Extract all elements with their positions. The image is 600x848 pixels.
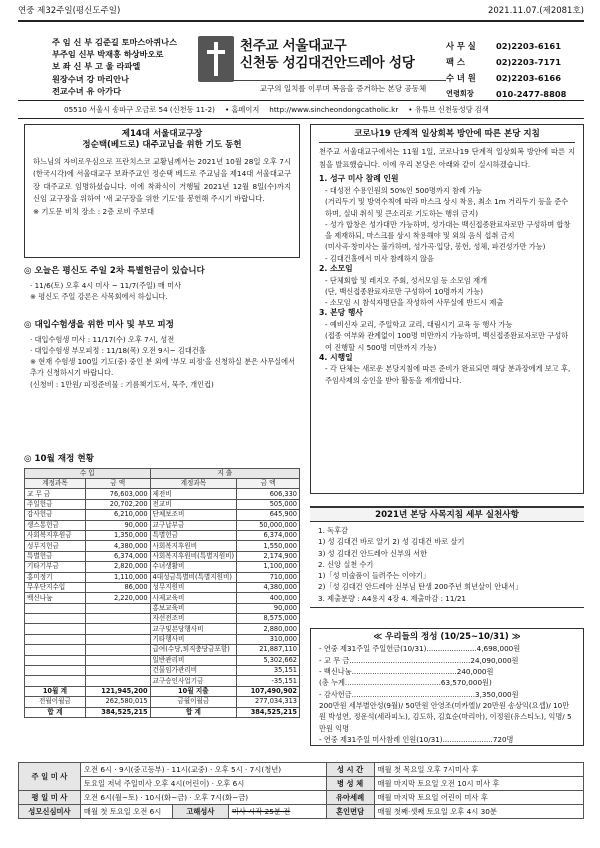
issue-date: 2021.11.07.(제2081호) <box>487 6 584 16</box>
covid-s4-list <box>319 363 575 386</box>
record-item: - 연중 제31주일 미사참례 인원(10/31)......................720명 <box>319 734 514 744</box>
pastoral-line: 3) 성 김대건 안드레아 신부의 서한 <box>318 548 428 558</box>
covid-item: - 각 단체는 새로운 본당지침에 따른 준비가 완료되면 해당 분과장에게 보고 후, 주임사제의 승인을 받아 활동을 재개합니다. <box>325 364 571 385</box>
contact-list <box>446 38 586 102</box>
covid-title: 코로나19 단계적 일상회복 방안에 따른 본당 지침 <box>319 129 575 143</box>
finance-row: 감사헌금 6,210,000 단체보조비 645,900 <box>25 510 300 520</box>
exam-line-1: · 대입수험생 미사 : 11/17(수) 오후 7시, 성전 <box>30 334 175 344</box>
weekday-row <box>19 791 584 805</box>
pastoral-line: 2)「성 김대건 안드레아 신부님 탄생 200주년 희년살이 안내서」 <box>318 582 523 592</box>
prayer-body: 하느님의 자비로우심으로 프란치스코 교황님께서는 2021년 10월 28일 오후 7시(한국시각)에 서울대교구 보좌주교인 정순택 베드로 주교님을 제14대 서울대교구장 대주교로 임명하셨습니다. 이에 착좌식이 거행될 2021년 12월 8일(수)까지 신임 교구장을 위하여 '새 교구장을 위한 기도'를 봉헌해 주시기 바랍니다. <box>33 156 291 204</box>
contact-fax: 팩 스 02)2203-7171 <box>446 57 561 67</box>
pastoral-line: 1) 성 김대건 바로 알기 2) 성 김대건 바로 살기 <box>318 537 465 547</box>
header-rule <box>18 20 584 22</box>
finance-row: 사회복지후원금 1,350,000 특별헌금 6,374,000 <box>25 530 300 540</box>
prayer-note: ※ 기도문 비치 장소 : 2층 로비 주보대 <box>33 206 155 216</box>
special-line-1: · 11/6(토) 오후 4시 미사 ~ 11/7(주일) 매 미사 <box>30 280 182 290</box>
issue-header <box>18 6 584 20</box>
youtube-text: • 유튜브 신천동성당 검색 <box>408 105 489 115</box>
covid-item: - 단체회합 및 레지오 주회, 성서모임 등 소모임 재개 <box>325 275 488 285</box>
finance-row: 교구승인사업기금 -35,151 <box>25 676 300 686</box>
pastoral-line: 2. 신앙 실천 수기 <box>318 559 374 569</box>
finance-total-row: 10월 계 121,945,200 10월 지출 107,490,902 <box>25 686 300 696</box>
staff-pastor: 주 임 신 부 김준길 토마스아퀴나스 <box>52 37 177 47</box>
devotion-row <box>19 805 584 819</box>
sunday-row-1 <box>19 763 584 777</box>
mass-schedule <box>18 762 584 819</box>
pastoral-list <box>310 522 584 608</box>
church-name <box>240 38 445 72</box>
covid-s1-list <box>319 185 575 264</box>
finance-row: 기타기부금 2,820,000 수녀생활비 1,100,000 <box>25 562 300 572</box>
weekday-mass-times: 오전 6시(월~토) · 10시(화~금) · 오후 7시(화~금) <box>80 791 326 805</box>
finance-row: 일반관리비 5,302,662 <box>25 655 300 665</box>
exam-mass-section <box>24 320 300 390</box>
col-account: 계정과목 <box>25 478 86 488</box>
covid-intro: 천주교 서울대교구에서는 11월 1일, 코로나19 단계적 일상회복 방안에 따른 지침을 발표했습니다. 이에 우리 본당은 아래와 같이 실시하겠습니다. <box>319 147 575 169</box>
finance-row: 생스통헌금 90,000 교구납부금 50,000,000 <box>25 520 300 530</box>
confession-label: 고해성사 <box>172 805 228 819</box>
motto-divider <box>232 80 446 81</box>
homepage-label: • 홈페이지 <box>224 105 260 115</box>
homepage-link[interactable]: http://www.sincheondongcatholic.kr <box>269 105 399 115</box>
col-amount: 금 액 <box>85 478 150 488</box>
records-title: ≪ 우리들의 정성 (10/25~10/31) ≫ <box>373 632 521 642</box>
covid-s2: 2. 소모임 <box>319 264 353 274</box>
finance-sum-row: 합 계 384,525,215 합 계 384,525,215 <box>25 707 300 717</box>
pastoral-title: 2021년 본당 사목지침 세부 실천사항 <box>310 506 584 522</box>
pastoral-line: 3. 제출분량 : A4용지 4장 4. 제출마감 : 11/21 <box>318 593 466 603</box>
exam-line-2: · 대입수험생 부모피정 : 11/18(목) 오전 9시~ 김대건홀 <box>30 345 206 355</box>
covid-s2-list <box>319 275 575 309</box>
finance-row: 성무지헌금 4,380,000 사회복지후원비 1,550,000 <box>25 541 300 551</box>
address: 05510 서울시 송파구 오금로 54 (신천동 11-2) <box>64 105 215 115</box>
finance-row: 주일헌금 20,702,200 전교비 505,000 <box>25 499 300 509</box>
record-item: - 감사헌금......................................................3,350,000원 <box>319 689 519 699</box>
sunday-mass-label: 주 일 미 사 <box>19 763 81 791</box>
pastoral-line: 1)「성 미술품이 들려주는 이야기」 <box>318 571 430 581</box>
finance-row: 교 무 금 76,603,000 제전비 606,330 <box>25 489 300 499</box>
marian-mass-time: 매월 첫 토요일 오전 6시 <box>80 805 172 819</box>
covid-guidelines <box>310 124 584 494</box>
income-header: 수 입 <box>25 468 151 478</box>
covid-item: (단, 백신접종완료자로만 구성하여 10명까지 가능) <box>325 286 484 296</box>
diocese-name: 천주교 서울대교구 <box>240 38 347 54</box>
staff-list <box>52 36 192 97</box>
sunday-mass-times: 오전 6시 · 9시(중고등부) · 11시(교중) · 오후 5시 · 7시(청년) <box>80 763 326 777</box>
col-account: 계정과목 <box>150 478 237 488</box>
pastoral-line: 1. 독후감 <box>318 526 348 535</box>
covid-item: (거리두기 및 방역수칙에 따라 마스크 상시 착용, 최소 1m 거리두기 등을 준수하며, 실내 취식 및 큰소리로 기도하는 행위 금지) <box>325 197 569 218</box>
finance-row: 기타행사비 310,000 <box>25 634 300 644</box>
record-item: - 백신나눔..............................................240,000원 <box>319 667 494 677</box>
parish-motto: 교구의 일치를 이루며 복음을 증거하는 본당 공동체 <box>259 84 427 93</box>
col-amount: 금 액 <box>237 478 300 488</box>
parish-name: 신천동 성김대건안드레아 성당 <box>240 55 415 71</box>
contact-office: 사 무 실 02)2203-6161 <box>446 41 561 51</box>
finance-row: 백신나눔 2,220,000 사제교육비 400,000 <box>25 593 300 603</box>
covid-s4: 4. 시행일 <box>319 352 353 362</box>
covid-item: - 예비신자 교리, 주일학교 교리, 대림시기 교육 등 행사 가능 <box>325 319 513 329</box>
exam-line-4: (신청비 : 1만원/ 피정준비물 : 기름책기도서, 묵주, 개인컵) <box>30 379 214 389</box>
covid-s1: 1. 성구 미사 참례 인원 <box>319 174 399 184</box>
sunday-row-2 <box>19 777 584 791</box>
staff-superior: 원장수녀 강 마리안나 <box>52 73 129 84</box>
record-item: 200만원 세부별안성(9월)/ 50만원 안영조(미카엘)/ 20만원 송상익(요셉)/ 10만원 박성연, 정운석(세라피노), 김도하, 김효순(마리아), 이정원(유스티노), 익명/ 5만원 익명 <box>319 700 572 733</box>
covid-item: - 김대건홀에서 미사 참례하지 않음 <box>325 253 434 263</box>
prayer-title-1: 제14대 서울대교구장 <box>121 129 203 139</box>
record-item: - 연중 제31주일 주일헌금(10/31)......................4,698,000원 <box>319 644 521 654</box>
covid-item: (접종 여부와 관계없이 100명 미만까지 가능하며, 백신접종완료자로만 구성하여 진행할 시 500명 미만까지 가능) <box>325 331 569 352</box>
exam-title: ◎ 대입수험생을 위한 미사 및 부모 피정 <box>24 320 174 330</box>
staff-assistant: 보 좌 신 부 고 울 라파엘 <box>52 61 141 72</box>
prayer-title-2: 정순택(베드로) 대주교님을 위한 기도 동헌 <box>82 140 242 151</box>
sick-communion-time: 매월 마지막 토요일 오전 10시 미사 후 <box>374 777 584 791</box>
finance-row: 홍보교육비 90,000 <box>25 603 300 613</box>
special-line-2: ※ 평신도 주일 강론은 사목회에서 하십니다. <box>30 291 168 301</box>
covid-s3: 3. 본당 행사 <box>319 308 363 318</box>
issue-sunday: 연중 제32주일(평신도주일) <box>18 6 121 16</box>
finance-row: 무우단지수입 86,000 성무지원비 4,380,000 <box>25 582 300 592</box>
holy-hour-label: 성 시 간 <box>326 763 374 777</box>
contact-funeral: 연령회장 010-2477-8808 <box>446 89 567 99</box>
covid-item: - 소모임 시 참석자명단을 작성하여 사무실에 반드시 제출 <box>325 298 504 308</box>
pastoral-section <box>310 506 584 608</box>
infant-baptism-time: 매월 마지막 토요일 어린이 미사 후 <box>374 791 584 805</box>
marriage-label: 혼인면담 <box>326 805 374 819</box>
finance-title: ◎ 10월 재정 현황 <box>24 454 94 464</box>
expense-header: 지 출 <box>150 468 299 478</box>
records-list <box>319 643 575 745</box>
record-item: - 교 무 금.....................................................24,090,000원 <box>319 655 519 665</box>
finance-row: 자선전조비 8,575,000 <box>25 614 300 624</box>
finance-row: 홍미정기 1,110,000 4대성금특별비(특별지원비) 710,000 <box>25 572 300 582</box>
address-rule-bottom <box>18 118 584 119</box>
covid-item: (미사곡·창미사는 불가하며, 성가곡·입당, 봉헌, 성체, 파견성가만 가능) <box>325 242 546 252</box>
finance-row: 교구및본당행사비 2,880,000 <box>25 624 300 634</box>
marian-mass-label: 성모신심미사 <box>19 805 81 819</box>
confession-time: 미사 시작 25분 전 <box>228 805 326 819</box>
sick-communion-label: 병 성 체 <box>326 777 374 791</box>
contact-convent: 수 녀 원 02)2203-6166 <box>446 73 561 83</box>
special-title: ◎ 오늘은 평신도 주일 2차 특별헌금이 있습니다 <box>24 266 205 276</box>
finance-row: 급여(수당,퇴직충당금포함) 21,887,110 <box>25 645 300 655</box>
special-collection <box>24 266 300 302</box>
prayer-box <box>24 124 300 258</box>
staff-assoc-pastor: 부주임 신부 박재홍 하상바오로 <box>52 49 164 60</box>
infant-baptism-label: 유아세례 <box>326 791 374 805</box>
records-box <box>310 628 584 746</box>
marriage-time: 매월 첫째·셋째 토요일 오후 4시 30분 <box>374 805 584 819</box>
covid-s3-list <box>319 319 575 353</box>
covid-item: - 성가 합창은 성가대만 가능하며, 성가대는 백신접종완료자로만 구성하며 합창을 제재하되, 마스크를 상시 착용해야 및 외의 음식 섭취 금지 <box>325 219 571 241</box>
exam-line-3: ※ 현재 수험생 100일 기도(중) 중인 분 외에 '부모 피정'을 신청하실 분은 사무실에서 추가 신청하시기 바랍니다. <box>30 357 296 378</box>
church-logo <box>198 36 234 82</box>
saturday-mass-times: 토요일 저녁 주일미사 오후 4시(어린이) · 오후 6시 <box>80 777 326 791</box>
staff-sister: 전교수녀 유 아가다 <box>52 85 121 96</box>
finance-section <box>24 454 300 718</box>
finance-carry-row: 전월이월금 262,580,015 금월이월금 277,034,313 <box>25 697 300 707</box>
holy-hour-time: 매월 첫 목요일 오후 7시미사 후 <box>374 763 584 777</box>
finance-row: 특별헌금 6,374,000 사회복지후원비(특별지원비) 2,174,900 <box>25 551 300 561</box>
weekday-mass-label: 평 일 미 사 <box>19 791 81 805</box>
address-bar <box>18 103 584 117</box>
address-rule-top <box>18 100 584 101</box>
covid-item: - 대성전 수용인원의 50%인 500명까지 참례 가능 <box>325 185 483 195</box>
finance-row: 건물임가관리비 35,151 <box>25 666 300 676</box>
record-item: (총 누계..........................................63,570,000원) <box>319 678 492 688</box>
finance-table <box>24 468 300 718</box>
